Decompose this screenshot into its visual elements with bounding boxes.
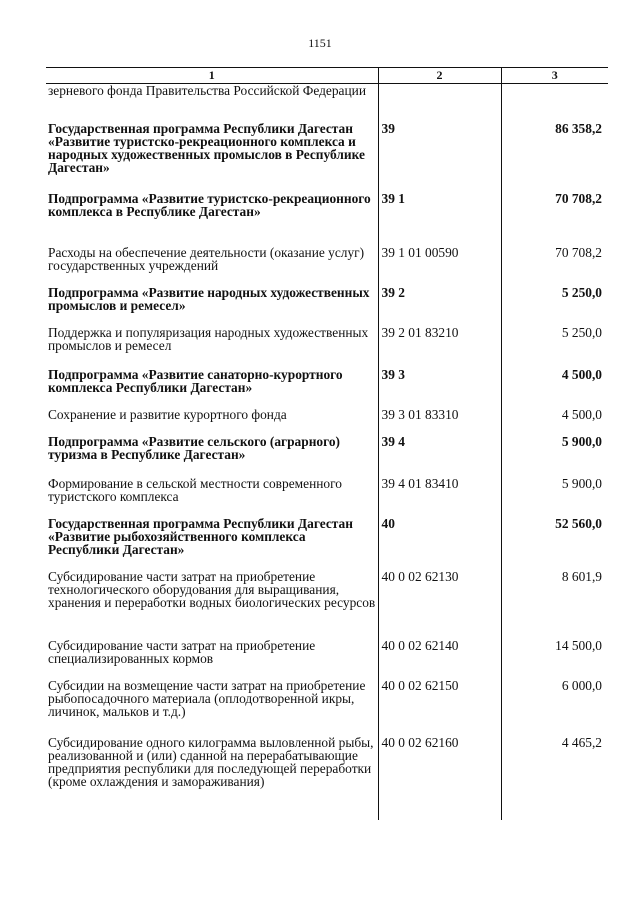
- item-amount: 70 708,2: [501, 192, 608, 246]
- table-row: [46, 408, 608, 435]
- item-amount: 6 000,0: [501, 679, 608, 736]
- table-row: [46, 477, 608, 517]
- item-code: 39 1: [378, 192, 501, 246]
- item-code: 40 0 02 62160: [378, 736, 501, 820]
- table-row: [46, 192, 608, 246]
- item-amount: 14 500,0: [501, 639, 608, 679]
- item-name: Государственная программа Республики Дагестан «Развитие туристско-рекреационного комплекса и народных художественных промыслов в Республике Дагестан»: [48, 120, 365, 175]
- item-name: Сохранение и развитие курортного фонда: [48, 406, 287, 422]
- item-name: Расходы на обеспечение деятельности (оказание услуг) государственных учреждений: [48, 244, 365, 273]
- item-amount: 70 708,2: [501, 246, 608, 286]
- column-header-3: 3: [501, 68, 608, 84]
- item-code: 39 1 01 00590: [378, 246, 501, 286]
- table-header-row: [46, 68, 608, 84]
- item-name: Поддержка и популяризация народных художественных промыслов и ремесел: [48, 324, 369, 353]
- table-row: [46, 736, 608, 820]
- item-code: 39 2 01 83210: [378, 326, 501, 368]
- item-name: Подпрограмма «Развитие народных художественных промыслов и ремесел»: [48, 284, 370, 313]
- item-code: 39 3: [378, 368, 501, 408]
- item-amount: [501, 84, 608, 122]
- item-name: Подпрограмма «Развитие сельского (аграрного) туризма в Республике Дагестан»: [48, 433, 341, 462]
- table-row: [46, 122, 608, 192]
- item-name: Субсидии на возмещение части затрат на приобретение рыбопосадочного материала (оплодотворенной икры, личинок, мальков и т.д.): [48, 677, 366, 719]
- item-code: 39 3 01 83310: [378, 408, 501, 435]
- table-row: [46, 570, 608, 639]
- table-row: [46, 84, 608, 122]
- column-header-2: 2: [378, 68, 501, 84]
- item-amount: 5 900,0: [501, 477, 608, 517]
- item-name: Подпрограмма «Развитие санаторно-курортного комплекса Республики Дагестан»: [48, 366, 343, 395]
- item-code: [378, 84, 501, 122]
- item-code: 40 0 02 62150: [378, 679, 501, 736]
- item-code: 39: [378, 122, 501, 192]
- item-amount: 4 500,0: [501, 368, 608, 408]
- item-amount: 5 250,0: [501, 326, 608, 368]
- item-amount: 4 500,0: [501, 408, 608, 435]
- item-code: 39 4 01 83410: [378, 477, 501, 517]
- item-name: Субсидирование одного килограмма выловленной рыбы, реализованной и (или) сданной на перерабатывающие предприятия республики для последующей переработки (кроме охлаждения и замораживания): [48, 734, 374, 789]
- table-row: [46, 326, 608, 368]
- item-code: 39 4: [378, 435, 501, 477]
- column-header-1: 1: [46, 68, 378, 84]
- table-row: [46, 368, 608, 408]
- item-name: Субсидирование части затрат на приобретение технологического оборудования для выращивания, хранения и переработки водных биологических ресурсов: [48, 568, 376, 610]
- item-amount: 5 250,0: [501, 286, 608, 326]
- item-amount: 86 358,2: [501, 122, 608, 192]
- item-name: Государственная программа Республики Дагестан «Развитие рыбохозяйственного комплекса Республики Дагестан»: [48, 515, 353, 557]
- item-amount: 52 560,0: [501, 517, 608, 570]
- table-row: [46, 246, 608, 286]
- item-code: 39 2: [378, 286, 501, 326]
- table-row: [46, 639, 608, 679]
- item-amount: 8 601,9: [501, 570, 608, 639]
- item-amount: 4 465,2: [501, 736, 608, 820]
- item-name: Формирование в сельской местности современного туристского комплекса: [48, 475, 342, 504]
- item-name: зерневого фонда Правительства Российской Федерации: [48, 83, 367, 98]
- table-body: [46, 84, 608, 820]
- item-code: 40 0 02 62130: [378, 570, 501, 639]
- item-code: 40 0 02 62140: [378, 639, 501, 679]
- table-row: [46, 517, 608, 570]
- table-row: [46, 286, 608, 326]
- item-name: Подпрограмма «Развитие туристско-рекреационного комплекса в Республике Дагестан»: [48, 190, 371, 219]
- budget-table: [46, 67, 608, 820]
- item-code: 40: [378, 517, 501, 570]
- item-amount: 5 900,0: [501, 435, 608, 477]
- table-row: [46, 435, 608, 477]
- item-name: Субсидирование части затрат на приобретение специализированных кормов: [48, 637, 316, 666]
- table-row: [46, 679, 608, 736]
- page-number: 1151: [308, 36, 332, 50]
